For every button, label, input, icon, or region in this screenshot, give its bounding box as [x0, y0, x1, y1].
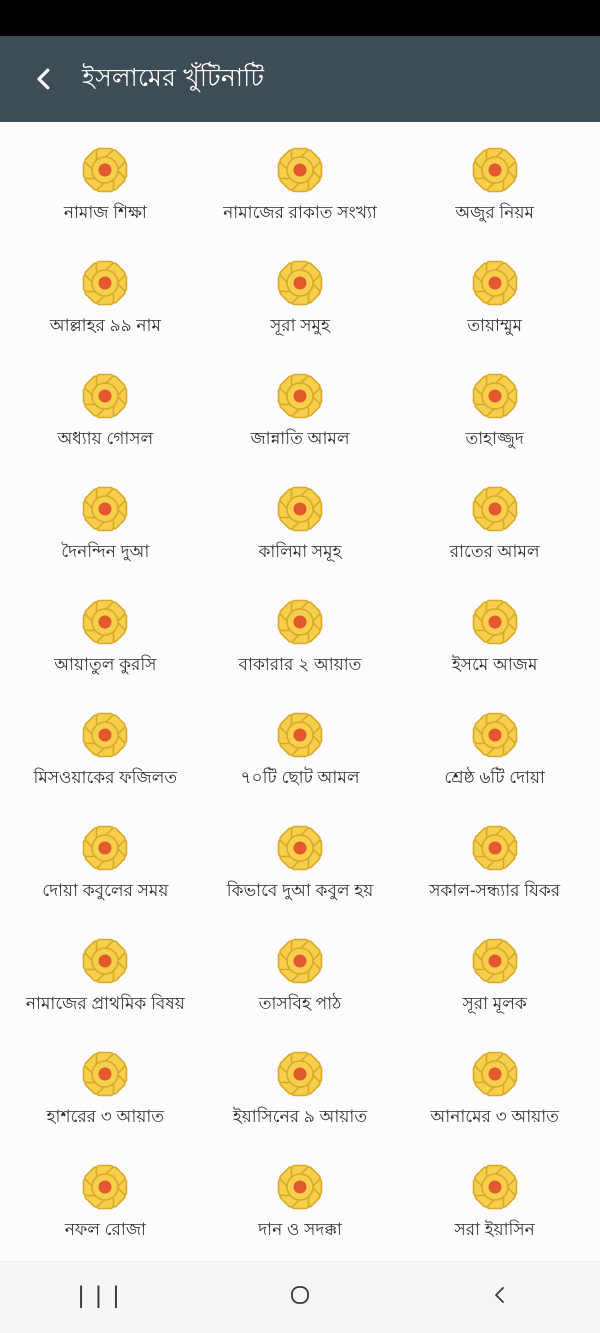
menu-item[interactable]	[397, 144, 592, 257]
flower-star-icon	[469, 483, 521, 535]
menu-item[interactable]	[397, 822, 592, 935]
flower-star-icon	[79, 1161, 131, 1213]
chevron-left-icon	[29, 64, 59, 94]
flower-star-icon	[79, 822, 131, 874]
flower-star-icon	[79, 144, 131, 196]
menu-item[interactable]	[397, 370, 592, 483]
menu-item[interactable]	[397, 1048, 592, 1161]
menu-item[interactable]	[203, 144, 398, 257]
menu-item[interactable]	[203, 709, 398, 822]
home-circle-icon	[288, 1283, 312, 1312]
menu-item[interactable]	[397, 709, 592, 822]
menu-item[interactable]	[8, 822, 203, 935]
menu-item-label: হাশরের ৩ আয়াত	[46, 1107, 165, 1126]
menu-item-label: আয়াতুল কুরসি	[54, 655, 157, 674]
menu-item[interactable]	[8, 596, 203, 709]
menu-item[interactable]	[397, 257, 592, 370]
flower-star-icon	[469, 935, 521, 987]
flower-star-icon	[274, 596, 326, 648]
menu-item-label: ইসমে আজম	[451, 655, 538, 674]
status-bar	[0, 0, 600, 36]
menu-item-label: তাহাজ্জুদ	[465, 429, 524, 448]
menu-item-label: আল্লাহর ৯৯ নাম	[49, 316, 161, 335]
app-bar	[0, 36, 600, 122]
menu-item[interactable]	[203, 1048, 398, 1161]
flower-star-icon	[274, 935, 326, 987]
flower-star-icon	[79, 709, 131, 761]
flower-star-icon	[79, 1048, 131, 1100]
menu-item-label: নামাজের প্রাথমিক বিষয়	[25, 994, 185, 1013]
menu-item-label: অধ্যায় গোসল	[57, 429, 154, 448]
menu-item-label: শ্রেষ্ঠ ৬টি দোয়া	[444, 768, 545, 787]
menu-item[interactable]	[8, 709, 203, 822]
page-title: ইসলামের খুঁটিনাটি	[82, 63, 265, 92]
flower-star-icon	[274, 370, 326, 422]
menu-item-label: জান্নাতি আমল	[250, 429, 350, 448]
menu-item[interactable]	[8, 1161, 203, 1261]
menu-item[interactable]	[203, 935, 398, 1048]
menu-item-label: দৈনন্দিন দুআ	[61, 542, 150, 561]
flower-star-icon	[274, 709, 326, 761]
menu-item-label: তাসবিহ পাঠ	[258, 994, 342, 1013]
flower-star-icon	[79, 935, 131, 987]
flower-star-icon	[274, 1048, 326, 1100]
menu-item-label: ৭০টি ছোট আমল	[240, 768, 360, 787]
menu-item-label: অজুর নিয়ম	[455, 203, 534, 222]
recents-button[interactable]	[58, 1274, 142, 1322]
content-area	[0, 122, 600, 1261]
menu-item-label: দান ও সদক্কা	[258, 1220, 342, 1239]
menu-item[interactable]	[8, 144, 203, 257]
menu-item[interactable]	[8, 1048, 203, 1161]
flower-star-icon	[79, 483, 131, 535]
menu-item-label: নামাজ শিক্ষা	[63, 203, 147, 222]
flower-star-icon	[469, 370, 521, 422]
menu-item[interactable]	[203, 1161, 398, 1261]
menu-item-label: সরা ইয়াসিন	[454, 1220, 535, 1239]
flower-star-icon	[469, 257, 521, 309]
menu-item[interactable]	[203, 822, 398, 935]
menu-item-label: মিসওয়াকের ফজিলত	[33, 768, 178, 787]
menu-item-label: নফল রোজা	[64, 1220, 146, 1239]
menu-item[interactable]	[203, 596, 398, 709]
home-button[interactable]	[258, 1274, 342, 1322]
back-button[interactable]	[20, 55, 68, 103]
menu-item-label: তায়াম্মুম	[467, 316, 523, 335]
flower-star-icon	[274, 1161, 326, 1213]
menu-item-label: কিভাবে দুআ কবুল হয়	[226, 881, 374, 900]
menu-item-label: সকাল-সন্ধ্যার যিকর	[429, 881, 561, 900]
flower-star-icon	[79, 596, 131, 648]
menu-item[interactable]	[397, 935, 592, 1048]
flower-star-icon	[469, 144, 521, 196]
menu-item-label: রাতের আমল	[449, 542, 540, 561]
flower-star-icon	[274, 257, 326, 309]
flower-star-icon	[469, 822, 521, 874]
flower-star-icon	[469, 596, 521, 648]
menu-item[interactable]	[397, 596, 592, 709]
flower-star-icon	[469, 709, 521, 761]
menu-item-label: দোয়া কবুলের সময়	[42, 881, 169, 900]
system-navigation-bar	[0, 1261, 600, 1333]
menu-item-label: সূরা সমুহ	[270, 316, 330, 335]
menu-item-label: নামাজের রাকাত সংখ্যা	[223, 203, 377, 222]
menu-grid	[8, 144, 592, 1261]
menu-item-label: আনামের ৩ আয়াত	[430, 1107, 559, 1126]
menu-item-label: বাকারার ২ আয়াত	[238, 655, 362, 674]
flower-star-icon	[274, 822, 326, 874]
menu-item[interactable]	[8, 483, 203, 596]
flower-star-icon	[274, 144, 326, 196]
menu-item[interactable]	[397, 1161, 592, 1261]
flower-star-icon	[469, 1161, 521, 1213]
menu-item[interactable]	[203, 257, 398, 370]
flower-star-icon	[79, 370, 131, 422]
menu-item[interactable]	[8, 370, 203, 483]
flower-star-icon	[79, 257, 131, 309]
menu-item[interactable]	[8, 257, 203, 370]
menu-item-label: কালিমা সমূহ	[258, 542, 342, 561]
menu-item-label: ইয়াসিনের ৯ আয়াত	[232, 1107, 368, 1126]
menu-item[interactable]	[8, 935, 203, 1048]
flower-star-icon	[469, 1048, 521, 1100]
menu-item[interactable]	[203, 483, 398, 596]
nav-back-icon	[488, 1283, 512, 1312]
recents-icon: |||	[73, 1284, 127, 1311]
menu-item[interactable]	[203, 370, 398, 483]
menu-item[interactable]	[397, 483, 592, 596]
nav-back-button[interactable]	[458, 1274, 542, 1322]
menu-item-label: সূরা মূলক	[462, 994, 527, 1013]
flower-star-icon	[274, 483, 326, 535]
